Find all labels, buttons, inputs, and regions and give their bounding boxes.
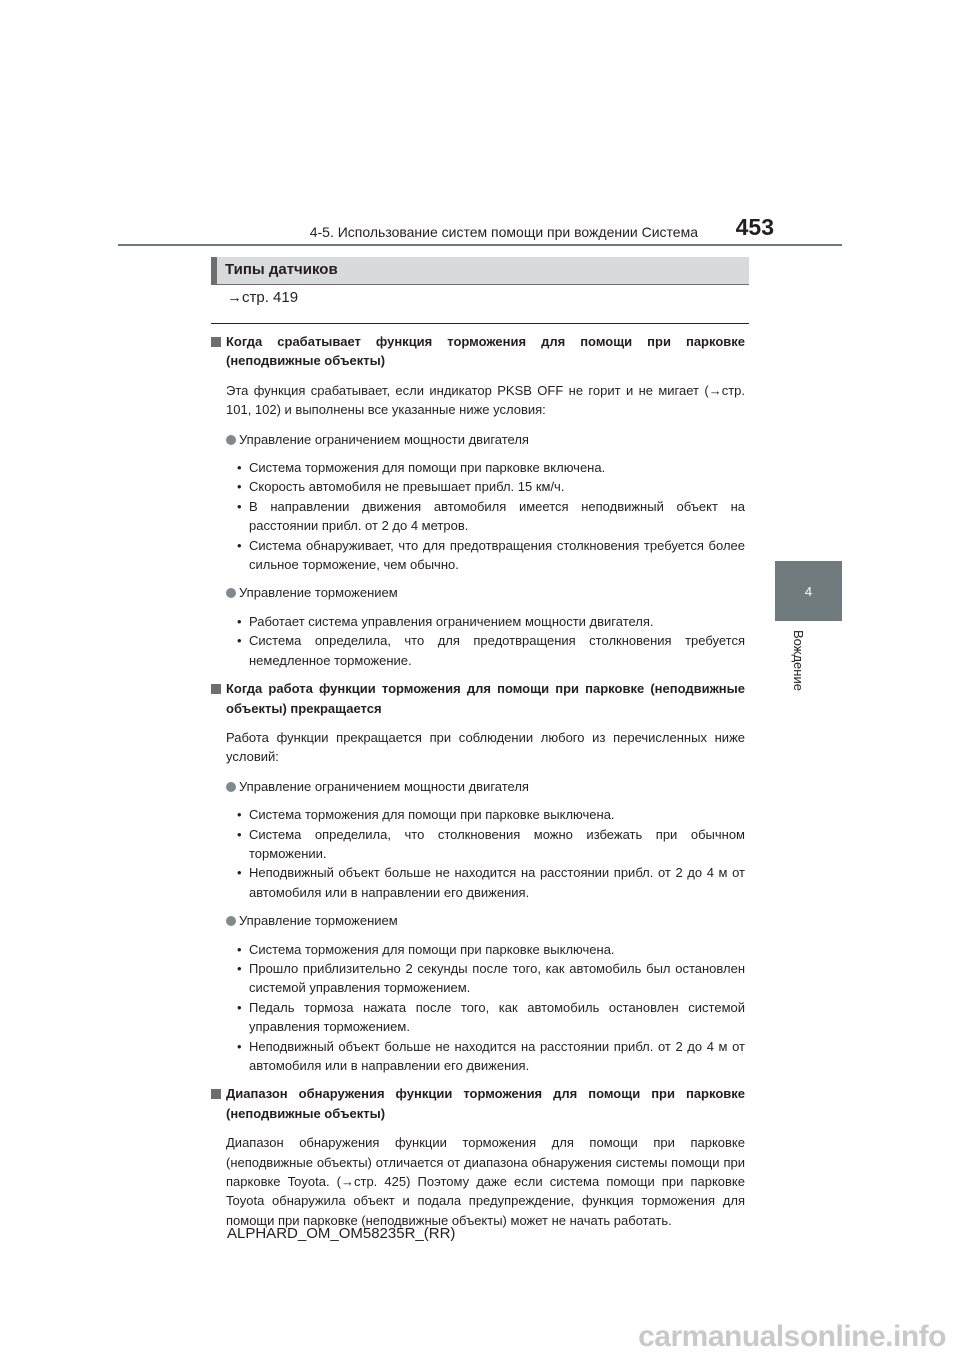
subsection-heading [211, 1084, 745, 1123]
separator-line [211, 323, 749, 324]
page-reference: →стр. 419 [227, 289, 299, 306]
header-rule [118, 244, 842, 246]
list-bullet-icon: • [237, 613, 242, 629]
list-item-text: Система торможения для помощи при парковке выключена. [249, 941, 615, 957]
section-bar-tab [211, 257, 217, 284]
circle-bullet-icon [226, 782, 236, 792]
list-item [237, 536, 745, 575]
circle-bullet-icon [226, 588, 236, 598]
list-item-text: Система торможения для помощи при парковке выключена. [249, 807, 615, 823]
list-bullet-icon: • [237, 960, 242, 976]
list-bullet-icon: • [237, 1038, 242, 1054]
condition-group [226, 777, 745, 796]
list-item-text: Неподвижный объект больше не находится на расстоянии прибл. от 2 до 4 м от автомобиля или в направлении его движения. [249, 865, 745, 900]
condition-list [211, 940, 745, 1076]
list-item [237, 863, 745, 902]
list-item [237, 458, 745, 477]
list-item [237, 998, 745, 1037]
condition-group [226, 911, 745, 930]
list-bullet-icon: • [237, 633, 242, 649]
condition-group [226, 430, 745, 449]
header-section-title: 4-5. Использование систем помощи при вождении Система [309, 224, 698, 240]
list-item [237, 497, 745, 536]
list-bullet-icon: • [237, 537, 242, 553]
list-item-text: Система торможения для помощи при парковке включена. [249, 460, 606, 476]
chapter-label: Вождение [791, 630, 806, 691]
paragraph: Работа функции прекращается при соблюдении любого из перечисленных ниже условий: [226, 729, 745, 765]
subsection-heading-text: Когда срабатывает функция торможения для помощи при парковке (неподвижные объекты) [226, 334, 745, 369]
list-item-text: Система определила, что для предотвращения столкновения требуется немедленное торможение. [249, 633, 745, 668]
condition-group-title: Управление ограничением мощности двигателя [239, 778, 529, 794]
circle-bullet-icon [226, 916, 236, 926]
list-bullet-icon: • [237, 941, 242, 957]
section-title: Типы датчиков [225, 261, 338, 278]
condition-group-title: Управление ограничением мощности двигателя [239, 431, 529, 447]
condition-group-title: Управление торможением [239, 585, 398, 601]
square-bullet-icon [211, 337, 221, 347]
list-item [237, 825, 745, 864]
condition-group-title: Управление торможением [239, 913, 398, 929]
condition-group [226, 583, 745, 602]
square-bullet-icon [211, 1089, 221, 1099]
subsection-heading [211, 679, 745, 718]
list-bullet-icon: • [237, 865, 242, 881]
subsection-heading [211, 332, 745, 371]
subsection-heading-text: Когда работа функции торможения для помощи при парковке (неподвижные объекты) прекращается [226, 681, 745, 716]
paragraph: Эта функция срабатывает, если индикатор PKSB OFF не горит и не мигает (→стр. 101, 102) и выполнены все указанные ниже условия: [226, 382, 745, 418]
list-item [237, 612, 745, 631]
list-item-text: Педаль тормоза нажата после того, как автомобиль остановлен системой управления торможением. [249, 999, 745, 1035]
list-item [237, 631, 745, 670]
list-bullet-icon: • [237, 826, 242, 842]
content [211, 332, 745, 1240]
list-item [237, 959, 745, 998]
list-bullet-icon: • [237, 479, 242, 495]
list-bullet-icon: • [237, 999, 242, 1015]
list-item-text: Прошло приблизительно 2 секунды после того, как автомобиль был остановлен системой управления торможением. [249, 960, 745, 996]
list-item-text: Система определила, что столкновения можно избежать при обычном торможении. [249, 826, 745, 861]
footer-doc-code: ALPHARD_OM_OM58235R_(RR) [227, 1225, 456, 1242]
chapter-number-tab: 4 [775, 561, 842, 621]
list-item [237, 477, 745, 496]
list-bullet-icon: • [237, 807, 242, 823]
list-bullet-icon: • [237, 460, 242, 476]
list-item-text: Неподвижный объект больше не находится на расстоянии прибл. от 2 до 4 м от автомобиля или в направлении его движения. [249, 1038, 745, 1073]
section-bar [211, 257, 749, 285]
list-item-text: Система обнаруживает, что для предотвращения столкновения требуется более сильное торможение, чем обычно. [249, 537, 745, 573]
condition-list [211, 458, 745, 574]
list-bullet-icon: • [237, 498, 242, 514]
square-bullet-icon [211, 684, 221, 694]
watermark: carmanualsonline.info [638, 1320, 946, 1353]
list-item [237, 1037, 745, 1076]
list-item-text: В направлении движения автомобиля имеется неподвижный объект на расстоянии прибл. от 2 до 4 метров. [249, 498, 745, 534]
condition-list [211, 612, 745, 670]
list-item-text: Скорость автомобиля не превышает прибл. 15 км/ч. [249, 479, 565, 495]
list-item [237, 805, 745, 824]
paragraph: Диапазон обнаружения функции торможения для помощи при парковке (неподвижные объекты) отличается от диапазона обнаружения системы помощи при парковке Toyota. (→стр. 425) Поэтому даже если система помощи при парковке Toyota обнаружила объект и подала предупреждение, функция торможения для помощи при парковке (неподвижные объекты) может не начать работать. [226, 1135, 745, 1228]
subsection-heading-text: Диапазон обнаружения функции торможения для помощи при парковке (неподвижные объекты) [226, 1086, 745, 1121]
circle-bullet-icon [226, 435, 236, 445]
condition-list [211, 805, 745, 902]
list-item-text: Работает система управления ограничением мощности двигателя. [249, 613, 654, 629]
page-number: 453 [735, 214, 774, 240]
list-item [237, 940, 745, 959]
